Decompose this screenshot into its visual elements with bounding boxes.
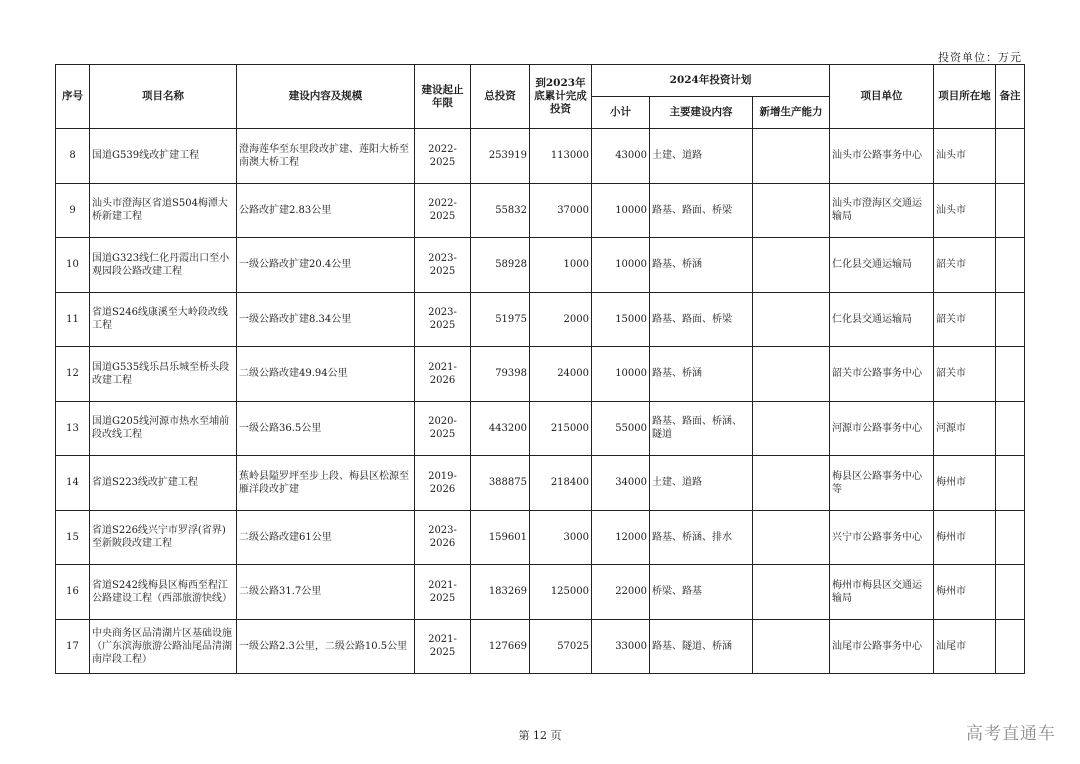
cell-location: 汕尾市	[934, 619, 996, 674]
cell-remark	[996, 129, 1025, 184]
cell-total: 183269	[471, 565, 530, 620]
cell-remark	[996, 510, 1025, 565]
watermark: 高考直通车	[966, 724, 1056, 744]
cell-new-capacity	[753, 565, 830, 620]
table-row	[56, 565, 1025, 620]
header-content: 建设内容及规模	[237, 65, 415, 129]
cell-period: 2023-2025	[415, 238, 471, 293]
cell-unit: 河源市公路事务中心	[830, 401, 934, 456]
cell-subtotal: 55000	[592, 401, 650, 456]
cell-total: 55832	[471, 183, 530, 238]
cell-location: 梅州市	[934, 565, 996, 620]
table-row	[56, 129, 1025, 184]
cell-unit: 兴宁市公路事务中心	[830, 510, 934, 565]
header-completed: 到2023年底累计完成投资	[530, 65, 592, 129]
cell-subtotal: 22000	[592, 565, 650, 620]
cell-name: 国道G205线河源市热水至埔前段改线工程	[90, 401, 237, 456]
cell-total: 79398	[471, 347, 530, 402]
cell-unit: 汕头市澄海区交通运输局	[830, 183, 934, 238]
cell-completed: 113000	[530, 129, 592, 184]
cell-period: 2020-2025	[415, 401, 471, 456]
cell-completed: 37000	[530, 183, 592, 238]
cell-subtotal: 10000	[592, 238, 650, 293]
cell-content: 二级公路改建61公里	[237, 510, 415, 565]
cell-name: 国道G323线仁化丹霞出口至小观园段公路改建工程	[90, 238, 237, 293]
cell-subtotal: 10000	[592, 183, 650, 238]
header-location: 项目所在地	[934, 65, 996, 129]
cell-location: 梅州市	[934, 456, 996, 511]
table-row	[56, 238, 1025, 293]
cell-name: 省道S226线兴宁市罗浮(省界)至新陂段改建工程	[90, 510, 237, 565]
cell-seq: 13	[56, 401, 90, 456]
cell-remark	[996, 292, 1025, 347]
header-new-capacity: 新增生产能力	[753, 97, 830, 129]
cell-main-content: 路基、隧道、桥涵	[650, 619, 753, 674]
cell-completed: 24000	[530, 347, 592, 402]
cell-period: 2021-2025	[415, 565, 471, 620]
cell-location: 韶关市	[934, 292, 996, 347]
header-period: 建设起止年限	[415, 65, 471, 129]
cell-unit: 仁化县交通运输局	[830, 292, 934, 347]
cell-name: 省道S246线康溪至大岭段改线工程	[90, 292, 237, 347]
cell-unit: 仁化县交通运输局	[830, 238, 934, 293]
page-number: 第 12 页	[518, 729, 562, 742]
cell-completed: 218400	[530, 456, 592, 511]
cell-new-capacity	[753, 183, 830, 238]
cell-seq: 17	[56, 619, 90, 674]
cell-period: 2019-2026	[415, 456, 471, 511]
cell-period: 2023-2025	[415, 292, 471, 347]
cell-seq: 15	[56, 510, 90, 565]
cell-completed: 125000	[530, 565, 592, 620]
cell-remark	[996, 619, 1025, 674]
cell-main-content: 路基、桥涵、排水	[650, 510, 753, 565]
cell-new-capacity	[753, 238, 830, 293]
header-seq: 序号	[56, 65, 90, 129]
cell-main-content: 路基、路面、桥涵、隧道	[650, 401, 753, 456]
cell-subtotal: 43000	[592, 129, 650, 184]
cell-remark	[996, 347, 1025, 402]
cell-main-content: 路基、桥涵	[650, 347, 753, 402]
cell-period: 2021-2025	[415, 619, 471, 674]
cell-seq: 8	[56, 129, 90, 184]
table-row	[56, 292, 1025, 347]
cell-name: 国道G539线改扩建工程	[90, 129, 237, 184]
cell-total: 253919	[471, 129, 530, 184]
cell-new-capacity	[753, 510, 830, 565]
cell-unit: 汕尾市公路事务中心	[830, 619, 934, 674]
cell-remark	[996, 183, 1025, 238]
cell-name: 国道G535线乐昌乐城至桥头段改建工程	[90, 347, 237, 402]
cell-period: 2021-2026	[415, 347, 471, 402]
cell-main-content: 路基、路面、桥梁	[650, 292, 753, 347]
cell-total: 159601	[471, 510, 530, 565]
cell-content: 一级公路36.5公里	[237, 401, 415, 456]
cell-content: 公路改扩建2.83公里	[237, 183, 415, 238]
cell-content: 蕉岭县隘罗坪至步上段、梅县区松源至雁洋段改扩建	[237, 456, 415, 511]
cell-completed: 3000	[530, 510, 592, 565]
cell-remark	[996, 401, 1025, 456]
cell-completed: 57025	[530, 619, 592, 674]
cell-seq: 12	[56, 347, 90, 402]
cell-period: 2022-2025	[415, 129, 471, 184]
cell-unit: 梅县区公路事务中心等	[830, 456, 934, 511]
cell-seq: 9	[56, 183, 90, 238]
cell-remark	[996, 238, 1025, 293]
cell-remark	[996, 565, 1025, 620]
header-plan2024: 2024年投资计划	[592, 65, 830, 97]
cell-new-capacity	[753, 619, 830, 674]
cell-main-content: 路基、路面、桥梁	[650, 183, 753, 238]
cell-completed: 215000	[530, 401, 592, 456]
cell-name: 省道S223线改扩建工程	[90, 456, 237, 511]
cell-new-capacity	[753, 292, 830, 347]
cell-main-content: 土建、道路	[650, 129, 753, 184]
header-main-content: 主要建设内容	[650, 97, 753, 129]
header-subtotal: 小计	[592, 97, 650, 129]
cell-new-capacity	[753, 129, 830, 184]
cell-seq: 11	[56, 292, 90, 347]
cell-name: 汕头市澄海区省道S504梅潭大桥新建工程	[90, 183, 237, 238]
table-row	[56, 401, 1025, 456]
cell-unit: 汕头市公路事务中心	[830, 129, 934, 184]
cell-location: 汕头市	[934, 183, 996, 238]
cell-period: 2022-2025	[415, 183, 471, 238]
cell-remark	[996, 456, 1025, 511]
cell-content: 二级公路改建49.94公里	[237, 347, 415, 402]
cell-total: 443200	[471, 401, 530, 456]
cell-new-capacity	[753, 456, 830, 511]
cell-completed: 1000	[530, 238, 592, 293]
cell-seq: 14	[56, 456, 90, 511]
cell-total: 127669	[471, 619, 530, 674]
cell-period: 2023-2026	[415, 510, 471, 565]
cell-content: 澄海莲华至东里段改扩建、莲阳大桥至南澳大桥工程	[237, 129, 415, 184]
cell-subtotal: 34000	[592, 456, 650, 511]
cell-subtotal: 10000	[592, 347, 650, 402]
cell-content: 二级公路31.7公里	[237, 565, 415, 620]
investment-table	[55, 64, 1025, 674]
cell-location: 韶关市	[934, 347, 996, 402]
header-remark: 备注	[996, 65, 1025, 129]
header-total: 总投资	[471, 65, 530, 129]
cell-content: 一级公路改扩建20.4公里	[237, 238, 415, 293]
cell-seq: 10	[56, 238, 90, 293]
cell-main-content: 桥梁、路基	[650, 565, 753, 620]
cell-unit: 梅州市梅县区交通运输局	[830, 565, 934, 620]
cell-main-content: 土建、道路	[650, 456, 753, 511]
cell-unit: 韶关市公路事务中心	[830, 347, 934, 402]
cell-completed: 2000	[530, 292, 592, 347]
cell-name: 省道S242线梅县区梅西至程江公路建设工程（西部旅游快线）	[90, 565, 237, 620]
table-row	[56, 183, 1025, 238]
unit-note: 投资单位：万元	[938, 51, 1022, 64]
cell-new-capacity	[753, 347, 830, 402]
table-row	[56, 347, 1025, 402]
cell-location: 梅州市	[934, 510, 996, 565]
header-unit: 项目单位	[830, 65, 934, 129]
cell-new-capacity	[753, 401, 830, 456]
cell-location: 河源市	[934, 401, 996, 456]
cell-total: 58928	[471, 238, 530, 293]
table-row	[56, 510, 1025, 565]
cell-location: 汕头市	[934, 129, 996, 184]
header-name: 项目名称	[90, 65, 237, 129]
cell-subtotal: 33000	[592, 619, 650, 674]
cell-content: 一级公路2.3公里，二级公路10.5公里	[237, 619, 415, 674]
cell-total: 388875	[471, 456, 530, 511]
table-row	[56, 619, 1025, 674]
cell-subtotal: 15000	[592, 292, 650, 347]
cell-total: 51975	[471, 292, 530, 347]
table-row	[56, 456, 1025, 511]
cell-location: 韶关市	[934, 238, 996, 293]
cell-name: 中央商务区品清湖片区基础设施（广东滨海旅游公路汕尾品清湖南岸段工程）	[90, 619, 237, 674]
cell-main-content: 路基、桥涵	[650, 238, 753, 293]
cell-subtotal: 12000	[592, 510, 650, 565]
cell-seq: 16	[56, 565, 90, 620]
cell-content: 一级公路改扩建8.34公里	[237, 292, 415, 347]
